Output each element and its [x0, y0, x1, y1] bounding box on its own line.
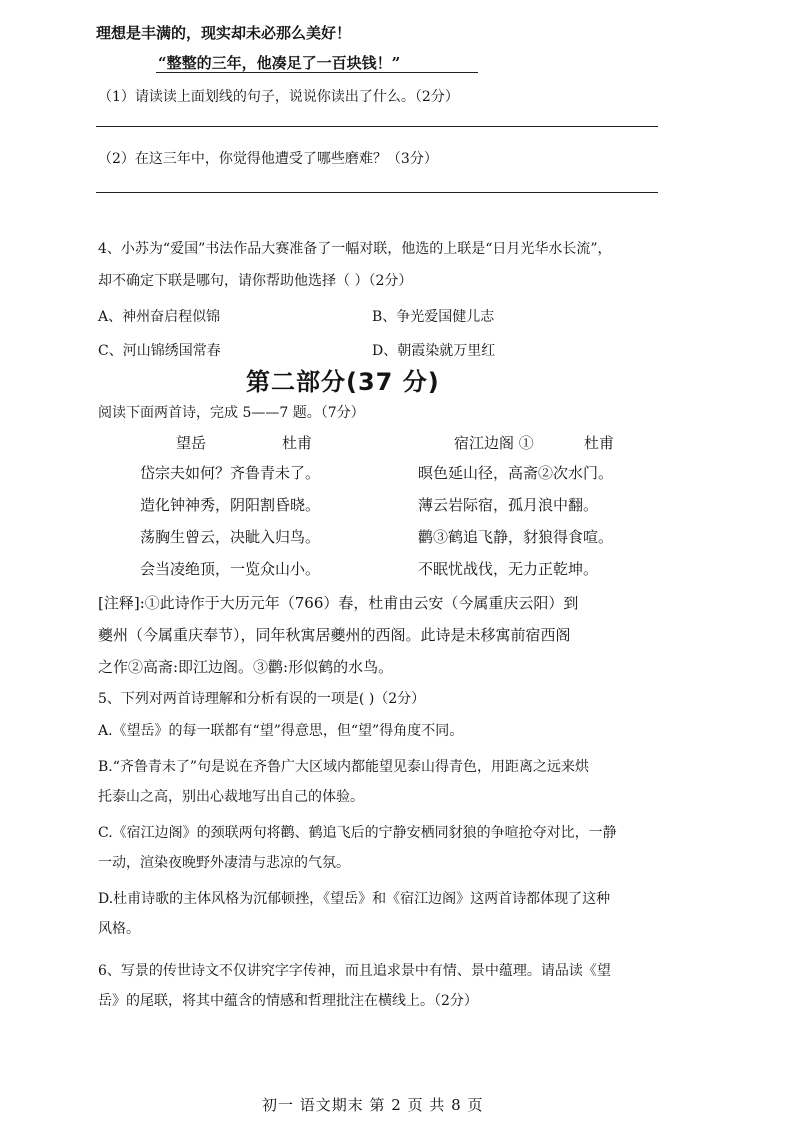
poem1-line: 岱宗夫如何？齐鲁青未了。	[140, 464, 321, 482]
quote-underline	[156, 72, 478, 73]
q5-option-b-line1: B.“齐鲁青未了”句是说在齐鲁广大区域内都能望见泰山得青色，用距离之远来烘	[98, 759, 590, 775]
poem2-author: 杜甫	[584, 434, 615, 452]
q5-option-d-line2: 风格。	[98, 921, 140, 937]
q5-stem: 5、下列对两首诗理解和分析有误的一项是( )（2分）	[98, 691, 426, 707]
question-1: （1）请读读上面划线的句子，说说你读出了什么。（2分）	[98, 89, 459, 105]
page-footer: 初一 语文期末 第 2 页 共 8 页	[262, 1096, 484, 1114]
notes-line3: 之作②高斋:即江边阁。③鹳:形似鹤的水鸟。	[98, 658, 394, 676]
q4-option-c: C、河山锦绣国常春	[98, 343, 221, 359]
q4-option-a: A、神州奋启程似锦	[98, 309, 221, 325]
q5-option-a: A.《望岳》的每一联都有“望”得意思，但“望”得角度不同。	[98, 723, 464, 739]
q4-stem-line1: 4、小苏为“爱国”书法作品大赛准备了一幅对联，他选的上联是“日月光华水长流”，	[98, 241, 612, 257]
poem1-author: 杜甫	[282, 434, 313, 452]
q5-option-d-line1: D.杜甫诗歌的主体风格为沉郁顿挫，《望岳》和《宿江边阁》这两首诗都体现了这种	[98, 891, 611, 907]
poem2-line: 鹳③鹤追飞静，豺狼得食喧。	[418, 528, 614, 546]
intro-sentence: 理想是丰满的，现实却未必那么美好！	[96, 24, 352, 42]
poem2-title: 宿江边阁 ①	[454, 434, 534, 452]
q5-option-b-line2: 托泰山之高，别出心裁地写出自己的体验。	[98, 789, 364, 805]
poem2-line: 薄云岩际宿，孤月浪中翻。	[418, 496, 599, 514]
poem1-title: 望岳	[176, 434, 207, 452]
q5-option-c-line2: 一动，渲染夜晚野外凄清与悲凉的气氛。	[98, 855, 350, 871]
poem1-line: 造化钟神秀，阴阳割昏晓。	[140, 496, 321, 514]
q4-option-d: D、朝霞染就万里红	[372, 343, 496, 359]
poem2-line: 不眠忧战伐，无力正乾坤。	[418, 560, 599, 578]
q4-stem-line2: 却不确定下联是哪句，请你帮助他选择（ ）（2分）	[98, 273, 413, 289]
question-2: （2）在这三年中，你觉得他遭受了哪些磨难？（3分）	[98, 151, 438, 167]
notes-line2: 夔州（今属重庆奉节），同年秋寓居夔州的西阁。此诗是未移寓前宿西阁	[98, 626, 571, 644]
poem1-line: 荡胸生曾云，决眦入归鸟。	[140, 528, 321, 546]
q4-option-b: B、争光爱国健儿志	[372, 309, 495, 325]
poem1-line: 会当凌绝顶，一览众山小。	[140, 560, 321, 578]
part2-title: 第二部分(37 分)	[246, 368, 440, 396]
part2-intro: 阅读下面两首诗，完成 5——7 题。（7分）	[98, 405, 365, 421]
notes-line1: [注释]:①此诗作于大历元年（766）春，杜甫由云安（今属重庆云阳）到	[98, 594, 579, 612]
underlined-quote: “整整的三年，他凑足了一百块钱！”	[158, 54, 401, 72]
q6-stem-line2: 岳》的尾联，将其中蕴含的情感和哲理批注在横线上。（2分）	[98, 993, 478, 1009]
q5-option-c-line1: C.《宿江边阁》的颈联两句将鹳、鹤追飞后的宁静安栖同豺狼的争喧抢夺对比，一静	[98, 825, 617, 841]
q6-stem-line1: 6、写景的传世诗文不仅讲究字字传神，而且追求景中有情、景中蕴理。请品读《望	[98, 963, 611, 979]
answer-line-1	[96, 126, 658, 127]
poem2-line: 暝色延山径，高斋②次水门。	[418, 464, 614, 482]
answer-line-2	[96, 192, 658, 193]
